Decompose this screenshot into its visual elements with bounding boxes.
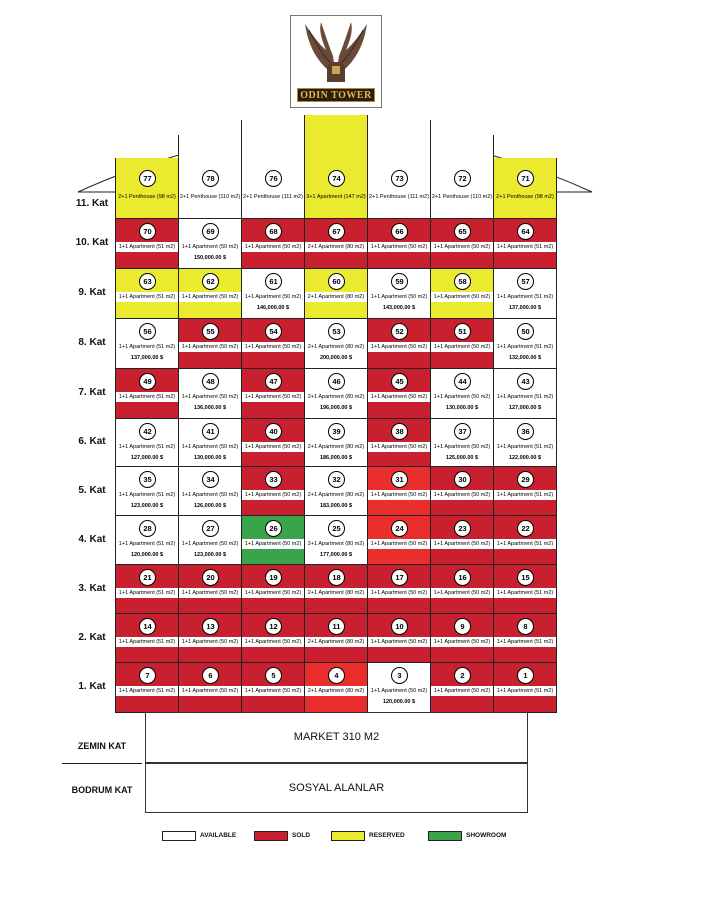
- unit-11[interactable]: [304, 613, 368, 663]
- unit-price: 136,000.00 $: [193, 405, 227, 411]
- unit-price: 122,000.00 $: [508, 455, 542, 461]
- unit-number: 58: [454, 273, 471, 290]
- unit-62[interactable]: [178, 268, 242, 319]
- unit-48[interactable]: [178, 368, 242, 419]
- unit-number: 66: [391, 223, 408, 240]
- basement-label: BODRUM KAT: [71, 785, 133, 795]
- unit-number: 14: [139, 618, 156, 635]
- unit-9[interactable]: [430, 613, 494, 663]
- unit-number: 67: [328, 223, 345, 240]
- unit-61[interactable]: [241, 268, 305, 319]
- unit-type: 1+1 Apartment (50 m2): [431, 637, 493, 647]
- basement-social-areas: SOSYAL ALANLAR: [145, 763, 528, 813]
- unit-number: 33: [265, 471, 282, 488]
- unit-number: 51: [454, 323, 471, 340]
- unit-number: 37: [454, 423, 471, 440]
- unit-number: 76: [265, 170, 282, 187]
- unit-number: 11: [328, 618, 345, 635]
- ground-floor-market: MARKET 310 M2: [145, 712, 528, 763]
- unit-32[interactable]: [304, 466, 368, 516]
- unit-number: 60: [328, 273, 345, 290]
- floor-label: 4. Kat: [78, 533, 106, 545]
- unit-number: 63: [139, 273, 156, 290]
- unit-type: 1+1 Apartment (50 m2): [368, 490, 430, 500]
- unit-number: 57: [517, 273, 534, 290]
- unit-number: 70: [139, 223, 156, 240]
- unit-18[interactable]: [304, 564, 368, 614]
- unit-65[interactable]: [430, 218, 494, 269]
- unit-76[interactable]: [241, 120, 305, 219]
- unit-number: 17: [391, 569, 408, 586]
- unit-73[interactable]: [367, 120, 431, 219]
- unit-type: 1+1 Apartment (51 m2): [116, 392, 178, 402]
- unit-number: 4: [328, 667, 345, 684]
- unit-42[interactable]: [115, 418, 179, 467]
- unit-price: 127,000.00 $: [508, 405, 542, 411]
- unit-34[interactable]: [178, 466, 242, 516]
- unit-type: 1+1 Apartment (51 m2): [494, 637, 556, 647]
- unit-price: 150,000.00 $: [193, 255, 227, 261]
- unit-type: 1+1 Apartment (50 m2): [368, 392, 430, 402]
- unit-type: 1+1 Apartment (50 m2): [431, 392, 493, 402]
- unit-number: 78: [202, 170, 219, 187]
- unit-type: 1+1 Apartment (50 m2): [368, 442, 430, 452]
- floor-label: 7. Kat: [78, 387, 106, 398]
- unit-78[interactable]: [178, 135, 242, 219]
- unit-39[interactable]: [304, 418, 368, 467]
- unit-number: 77: [139, 170, 156, 187]
- unit-24[interactable]: [367, 515, 431, 565]
- unit-15[interactable]: [493, 564, 557, 614]
- floor-label: 6. Kat: [78, 436, 106, 447]
- unit-60[interactable]: [304, 268, 368, 319]
- unit-number: 74: [328, 170, 345, 187]
- unit-type: 1+1 Apartment (50 m2): [368, 637, 430, 647]
- unit-59[interactable]: [367, 268, 431, 319]
- unit-number: 55: [202, 323, 219, 340]
- unit-number: 41: [202, 423, 219, 440]
- unit-type: 1+1 Apartment (50 m2): [179, 637, 241, 647]
- unit-type: 2+1 Penthouse (111 m2): [369, 194, 429, 200]
- unit-type: 1+1 Apartment (50 m2): [242, 392, 304, 402]
- unit-type: 1+1 Apartment (50 m2): [179, 442, 241, 452]
- unit-price: 130,000.00 $: [193, 455, 227, 461]
- floor-label: 2. Kat: [78, 631, 106, 643]
- unit-8[interactable]: [493, 613, 557, 663]
- unit-type: 1+1 Apartment (50 m2): [431, 588, 493, 598]
- legend-swatch: [331, 831, 365, 841]
- unit-number: 72: [454, 170, 471, 187]
- unit-27[interactable]: [178, 515, 242, 565]
- unit-type: 1+1 Apartment (50 m2): [431, 242, 493, 252]
- floor-label: 1. Kat: [78, 681, 106, 692]
- unit-type: 1+1 Apartment (50 m2): [431, 342, 493, 352]
- unit-4[interactable]: [304, 662, 368, 713]
- unit-number: 24: [391, 520, 408, 537]
- unit-type: 1+1 Apartment (50 m2): [368, 686, 430, 696]
- unit-type: 1+1 Apartment (50 m2): [242, 588, 304, 598]
- unit-56[interactable]: [115, 318, 179, 369]
- unit-type: 1+1 Apartment (51 m2): [494, 539, 556, 549]
- unit-number: 27: [202, 520, 219, 537]
- unit-price: 127,000.00 $: [130, 455, 164, 461]
- unit-type: 1+1 Apartment (51 m2): [116, 539, 178, 549]
- unit-number: 31: [391, 471, 408, 488]
- unit-28[interactable]: [115, 515, 179, 565]
- unit-number: 34: [202, 471, 219, 488]
- unit-type: 1+1 Apartment (51 m2): [494, 242, 556, 252]
- unit-price: 120,000.00 $: [130, 552, 164, 558]
- unit-44[interactable]: [430, 368, 494, 419]
- unit-53[interactable]: [304, 318, 368, 369]
- unit-type: 1+1 Apartment (50 m2): [242, 242, 304, 252]
- unit-47[interactable]: [241, 368, 305, 419]
- unit-type: 2+1 Apartment (80 m2): [305, 637, 367, 647]
- unit-type: 1+1 Apartment (50 m2): [179, 686, 241, 696]
- unit-67[interactable]: [304, 218, 368, 269]
- floor-label: 9. Kat: [78, 287, 106, 298]
- unit-number: 23: [454, 520, 471, 537]
- unit-70[interactable]: [115, 218, 179, 269]
- unit-number: 56: [139, 323, 156, 340]
- unit-type: 1+1 Apartment (50 m2): [431, 686, 493, 696]
- legend-swatch: [162, 831, 196, 841]
- unit-number: 54: [265, 323, 282, 340]
- unit-type: 2+1 Apartment (80 m2): [305, 342, 367, 352]
- unit-type: 1+1 Apartment (50 m2): [242, 637, 304, 647]
- floor-label: 5. Kat: [78, 484, 106, 496]
- unit-price: 183,000.00 $: [319, 503, 353, 509]
- unit-number: 8: [517, 618, 534, 635]
- unit-54[interactable]: [241, 318, 305, 369]
- unit-63[interactable]: [115, 268, 179, 319]
- unit-number: 9: [454, 618, 471, 635]
- unit-52[interactable]: [367, 318, 431, 369]
- unit-number: 53: [328, 323, 345, 340]
- unit-price: 132,000.00 $: [508, 355, 542, 361]
- unit-29[interactable]: [493, 466, 557, 516]
- unit-type: 1+1 Apartment (50 m2): [368, 242, 430, 252]
- unit-number: 18: [328, 569, 345, 586]
- unit-number: 65: [454, 223, 471, 240]
- unit-number: 64: [517, 223, 534, 240]
- unit-50[interactable]: [493, 318, 557, 369]
- unit-type: 1+1 Apartment (51 m2): [116, 292, 178, 302]
- unit-19[interactable]: [241, 564, 305, 614]
- unit-price: 200,000.00 $: [319, 355, 353, 361]
- unit-type: 2+1 Apartment (80 m2): [305, 242, 367, 252]
- unit-type: 3+1 Apartment (147 m2): [306, 194, 366, 200]
- unit-number: 45: [391, 373, 408, 390]
- unit-number: 68: [265, 223, 282, 240]
- unit-number: 20: [202, 569, 219, 586]
- unit-21[interactable]: [115, 564, 179, 614]
- unit-number: 47: [265, 373, 282, 390]
- legend-label: SOLD: [292, 832, 311, 839]
- unit-33[interactable]: [241, 466, 305, 516]
- unit-57[interactable]: [493, 268, 557, 319]
- unit-number: 26: [265, 520, 282, 537]
- unit-type: 1+1 Apartment (50 m2): [242, 342, 304, 352]
- unit-number: 21: [139, 569, 156, 586]
- legend-label: RESERVED: [369, 832, 405, 839]
- unit-23[interactable]: [430, 515, 494, 565]
- unit-price: 123,000.00 $: [130, 503, 164, 509]
- unit-type: 1+1 Apartment (51 m2): [494, 392, 556, 402]
- unit-20[interactable]: [178, 564, 242, 614]
- legend-swatch: [254, 831, 288, 841]
- logo-text: ODIN TOWER: [297, 88, 375, 102]
- unit-30[interactable]: [430, 466, 494, 516]
- unit-25[interactable]: [304, 515, 368, 565]
- unit-type: 1+1 Apartment (50 m2): [368, 588, 430, 598]
- unit-price: 146,000.00 $: [256, 305, 290, 311]
- unit-price: 125,000.00 $: [445, 455, 479, 461]
- unit-number: 30: [454, 471, 471, 488]
- unit-number: 5: [265, 667, 282, 684]
- unit-36[interactable]: [493, 418, 557, 467]
- unit-type: 1+1 Apartment (51 m2): [494, 686, 556, 696]
- unit-number: 28: [139, 520, 156, 537]
- ground-floor-label: ZEMIN KAT: [77, 741, 127, 751]
- unit-type: 1+1 Apartment (51 m2): [116, 490, 178, 500]
- unit-number: 43: [517, 373, 534, 390]
- floor-label: 3. Kat: [78, 582, 106, 594]
- unit-type: 1+1 Apartment (51 m2): [116, 342, 178, 352]
- unit-1[interactable]: [493, 662, 557, 713]
- unit-number: 2: [454, 667, 471, 684]
- unit-number: 48: [202, 373, 219, 390]
- unit-number: 59: [391, 273, 408, 290]
- unit-type: 1+1 Apartment (51 m2): [494, 342, 556, 352]
- unit-number: 62: [202, 273, 219, 290]
- unit-number: 52: [391, 323, 408, 340]
- unit-type: 1+1 Apartment (51 m2): [116, 686, 178, 696]
- unit-type: 1+1 Apartment (50 m2): [242, 539, 304, 549]
- unit-number: 50: [517, 323, 534, 340]
- unit-49[interactable]: [115, 368, 179, 419]
- unit-type: 1+1 Apartment (50 m2): [431, 490, 493, 500]
- unit-type: 2+1 Penthouse (98 m2): [496, 194, 554, 200]
- unit-type: 1+1 Apartment (50 m2): [179, 292, 241, 302]
- unit-number: 19: [265, 569, 282, 586]
- floor-label: 10. Kat: [75, 237, 109, 248]
- unit-type: 1+1 Apartment (51 m2): [116, 442, 178, 452]
- unit-price: 137,000.00 $: [130, 355, 164, 361]
- unit-number: 42: [139, 423, 156, 440]
- unit-type: 2+1 Penthouse (98 m2): [118, 194, 176, 200]
- unit-type: 1+1 Apartment (50 m2): [431, 292, 493, 302]
- unit-number: 29: [517, 471, 534, 488]
- unit-number: 10: [391, 618, 408, 635]
- unit-41[interactable]: [178, 418, 242, 467]
- unit-type: 2+1 Apartment (80 m2): [305, 686, 367, 696]
- unit-45[interactable]: [367, 368, 431, 419]
- unit-16[interactable]: [430, 564, 494, 614]
- unit-3[interactable]: [367, 662, 431, 713]
- floor-label: 8. Kat: [78, 337, 106, 348]
- unit-number: 39: [328, 423, 345, 440]
- unit-37[interactable]: [430, 418, 494, 467]
- unit-price: 186,000.00 $: [319, 455, 353, 461]
- unit-38[interactable]: [367, 418, 431, 467]
- unit-22[interactable]: [493, 515, 557, 565]
- unit-price: 126,000.00 $: [193, 503, 227, 509]
- unit-type: 1+1 Apartment (51 m2): [494, 490, 556, 500]
- unit-type: 1+1 Apartment (50 m2): [368, 539, 430, 549]
- unit-35[interactable]: [115, 466, 179, 516]
- legend-label: AVAILABLE: [200, 832, 237, 839]
- unit-type: 1+1 Apartment (50 m2): [179, 539, 241, 549]
- unit-68[interactable]: [241, 218, 305, 269]
- unit-number: 12: [265, 618, 282, 635]
- unit-14[interactable]: [115, 613, 179, 663]
- unit-type: 1+1 Apartment (51 m2): [116, 637, 178, 647]
- unit-price: 123,000.00 $: [193, 552, 227, 558]
- unit-number: 3: [391, 667, 408, 684]
- unit-number: 32: [328, 471, 345, 488]
- unit-number: 7: [139, 667, 156, 684]
- unit-type: 2+1 Apartment (80 m2): [305, 539, 367, 549]
- unit-51[interactable]: [430, 318, 494, 369]
- unit-price: 177,000.00 $: [319, 552, 353, 558]
- unit-type: 1+1 Apartment (50 m2): [242, 686, 304, 696]
- unit-type: 1+1 Apartment (50 m2): [368, 292, 430, 302]
- unit-type: 1+1 Apartment (50 m2): [179, 490, 241, 500]
- unit-type: 2+1 Penthouse (110 m2): [179, 194, 241, 200]
- unit-type: 1+1 Apartment (50 m2): [179, 342, 241, 352]
- unit-number: 25: [328, 520, 345, 537]
- unit-31[interactable]: [367, 466, 431, 516]
- unit-64[interactable]: [493, 218, 557, 269]
- unit-number: 1: [517, 667, 534, 684]
- unit-43[interactable]: [493, 368, 557, 419]
- unit-77[interactable]: [115, 158, 179, 219]
- unit-number: 22: [517, 520, 534, 537]
- unit-6[interactable]: [178, 662, 242, 713]
- unit-type: 2+1 Apartment (80 m2): [305, 392, 367, 402]
- unit-price: 143,000.00 $: [382, 305, 416, 311]
- floor-label: 11. Kat: [75, 198, 109, 209]
- unit-number: 40: [265, 423, 282, 440]
- unit-5[interactable]: [241, 662, 305, 713]
- unit-type: 1+1 Apartment (50 m2): [179, 392, 241, 402]
- unit-price: 120,000.00 $: [382, 699, 416, 705]
- legend-label: SHOWROOM: [466, 832, 507, 839]
- unit-number: 49: [139, 373, 156, 390]
- unit-13[interactable]: [178, 613, 242, 663]
- unit-type: 2+1 Penthouse (110 m2): [431, 194, 493, 200]
- unit-46[interactable]: [304, 368, 368, 419]
- unit-type: 1+1 Apartment (51 m2): [494, 442, 556, 452]
- unit-number: 6: [202, 667, 219, 684]
- unit-72[interactable]: [430, 135, 494, 219]
- unit-type: 1+1 Apartment (50 m2): [368, 342, 430, 352]
- unit-17[interactable]: [367, 564, 431, 614]
- unit-number: 71: [517, 170, 534, 187]
- floor-divider: [62, 763, 142, 764]
- unit-type: 1+1 Apartment (50 m2): [179, 242, 241, 252]
- unit-type: 1+1 Apartment (51 m2): [494, 588, 556, 598]
- unit-type: 1+1 Apartment (51 m2): [116, 588, 178, 598]
- unit-type: 1+1 Apartment (51 m2): [116, 242, 178, 252]
- unit-price: 196,000.00 $: [319, 405, 353, 411]
- unit-number: 69: [202, 223, 219, 240]
- unit-71[interactable]: [493, 158, 557, 219]
- unit-type: 1+1 Apartment (50 m2): [242, 442, 304, 452]
- unit-type: 2+1 Apartment (80 m2): [305, 490, 367, 500]
- unit-type: 1+1 Apartment (50 m2): [242, 490, 304, 500]
- unit-40[interactable]: [241, 418, 305, 467]
- unit-number: 73: [391, 170, 408, 187]
- unit-type: 1+1 Apartment (50 m2): [431, 539, 493, 549]
- unit-58[interactable]: [430, 268, 494, 319]
- unit-type: 1+1 Apartment (51 m2): [494, 292, 556, 302]
- unit-10[interactable]: [367, 613, 431, 663]
- unit-number: 15: [517, 569, 534, 586]
- unit-number: 46: [328, 373, 345, 390]
- unit-2[interactable]: [430, 662, 494, 713]
- unit-price: 130,000.00 $: [445, 405, 479, 411]
- unit-12[interactable]: [241, 613, 305, 663]
- unit-type: 2+1 Apartment (80 m2): [305, 588, 367, 598]
- unit-type: 2+1 Penthouse (111 m2): [243, 194, 303, 200]
- unit-number: 36: [517, 423, 534, 440]
- unit-7[interactable]: [115, 662, 179, 713]
- unit-66[interactable]: [367, 218, 431, 269]
- unit-number: 35: [139, 471, 156, 488]
- unit-type: 2+1 Apartment (80 m2): [305, 442, 367, 452]
- unit-74[interactable]: [304, 115, 368, 219]
- unit-69[interactable]: [178, 218, 242, 269]
- unit-26[interactable]: [241, 515, 305, 565]
- unit-number: 44: [454, 373, 471, 390]
- unit-type: 1+1 Apartment (50 m2): [431, 442, 493, 452]
- unit-type: 2+1 Apartment (80 m2): [305, 292, 367, 302]
- unit-55[interactable]: [178, 318, 242, 369]
- unit-number: 38: [391, 423, 408, 440]
- unit-number: 13: [202, 618, 219, 635]
- unit-number: 61: [265, 273, 282, 290]
- unit-type: 1+1 Apartment (50 m2): [242, 292, 304, 302]
- unit-type: 1+1 Apartment (50 m2): [179, 588, 241, 598]
- legend-swatch: [428, 831, 462, 841]
- unit-number: 16: [454, 569, 471, 586]
- unit-price: 137,000.00 $: [508, 305, 542, 311]
